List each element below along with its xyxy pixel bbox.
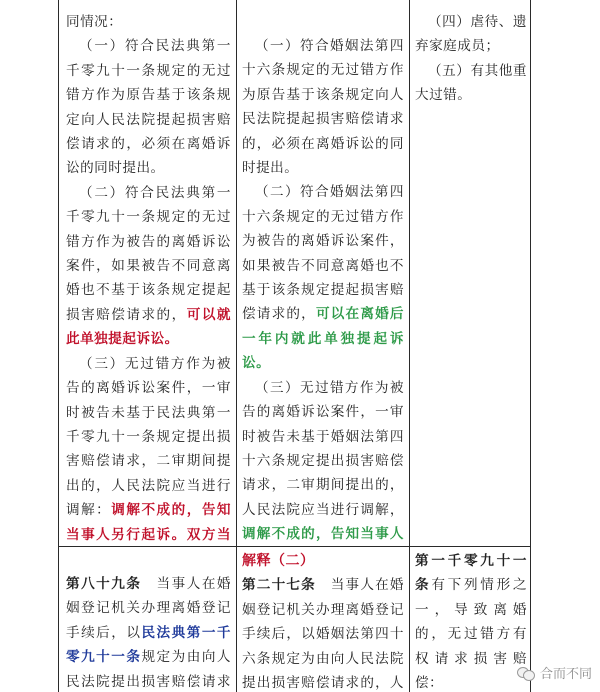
paragraph-item-3 [66, 352, 231, 544]
article-89-text-2: 规定为由向人民法院提出损害赔偿请求 [66, 649, 231, 690]
article-1091-text: 有下列情形之一，导致离婚的，无过错方有权请求损害赔偿： [415, 577, 527, 692]
interpretation-2-title: 解释（二） [242, 553, 315, 569]
chat-bubble-icon [517, 665, 535, 681]
paragraph-item-1: （一）符合婚姻法第四十六条规定的无过错方作为原告基于该条规定向人民法院提起损害赔偿请求的，必须在离婚诉讼的同时提出。 [242, 38, 404, 177]
article-1091-paragraph [415, 549, 527, 692]
item-3-text: （三）无过错方作为被告的离婚诉讼案件，一审时被告未基于民法典第一千零九十一条规定提出损害赔偿请求，二审期间提出的，人民法院应当进行调解： [66, 355, 231, 519]
paragraph-item-2 [242, 180, 404, 375]
article-1091-heading: 第一千零九十一条 [415, 553, 527, 594]
paragraph-item-3 [242, 376, 404, 544]
item-2-text: （二）符合婚姻法第四十六条规定的无过错方作为被告的离婚诉讼案件，如果被告不同意离婚也不基于该条规定提起损害赔偿请求的， [242, 184, 404, 323]
table-border-col2 [236, 0, 237, 692]
item-2-text: （二）符合民法典第一千零九十一条规定的无过错方作为被告的离婚诉讼案件，如果被告不同意离婚也不基于该条规定提起损害赔偿请求的， [66, 184, 231, 323]
article-27-paragraph [242, 573, 404, 692]
paragraph-item-2 [66, 181, 231, 352]
article-89-paragraph [66, 572, 231, 692]
cell-marriage-law-interpretation [242, 34, 404, 544]
table-border-left [58, 0, 59, 692]
item-3-highlight: 调解不成的，告知当事人另行起诉。双方当 [66, 502, 231, 543]
paragraph-item-1: （一）符合民法典第一千零九十一条规定的无过错方作为原告基于该条规定向人民法院提起损害赔偿请求的，必须在离婚诉讼的同时提出。 [66, 38, 231, 177]
item-2-highlight: 可以在离婚后一年内就此单独提起诉讼。 [242, 306, 404, 372]
paragraph-intro: 同情况： [66, 14, 123, 30]
cell-civil-code-interpretation [66, 10, 231, 544]
table-border-right [530, 0, 531, 692]
item-3-text: （三）无过错方作为被告的离婚诉讼案件，一审时被告未基于婚姻法第四十六条规定提出损害赔偿请求，二审期间提出的，人民法院应当进行调解， [242, 379, 404, 518]
table-border-col3 [409, 0, 410, 692]
cell-interpretation-2 [242, 549, 404, 692]
row-divider [58, 546, 531, 547]
watermark [517, 663, 592, 682]
article-89-text-1: 当事人在婚姻登记机关办理离婚登记手续后，以 [66, 576, 231, 641]
item-3-highlight: 调解不成的，告知当事人 [242, 526, 404, 543]
article-27-heading: 第二十七条 [242, 577, 316, 594]
article-89-highlight: 民法典第一千零九十一条 [66, 624, 231, 666]
list-item-5: （五）有其他重大过错。 [415, 62, 527, 104]
list-item-4: （四）虐待、遗弃家庭成员； [415, 14, 527, 55]
item-2-highlight: 可以就此单独提起诉讼。 [66, 306, 231, 348]
watermark-text: 合而不同 [539, 667, 592, 682]
article-27-text: 当事人在婚姻登记机关办理离婚登记手续后，以婚姻法第四十六条规定为由向人民法院提出损害赔偿请求的，人 [242, 577, 404, 692]
cell-civil-code-article [415, 10, 527, 544]
cell-article-1091 [415, 549, 527, 692]
cell-article-89 [66, 572, 231, 692]
article-89-heading: 第八十九条 [66, 576, 142, 592]
